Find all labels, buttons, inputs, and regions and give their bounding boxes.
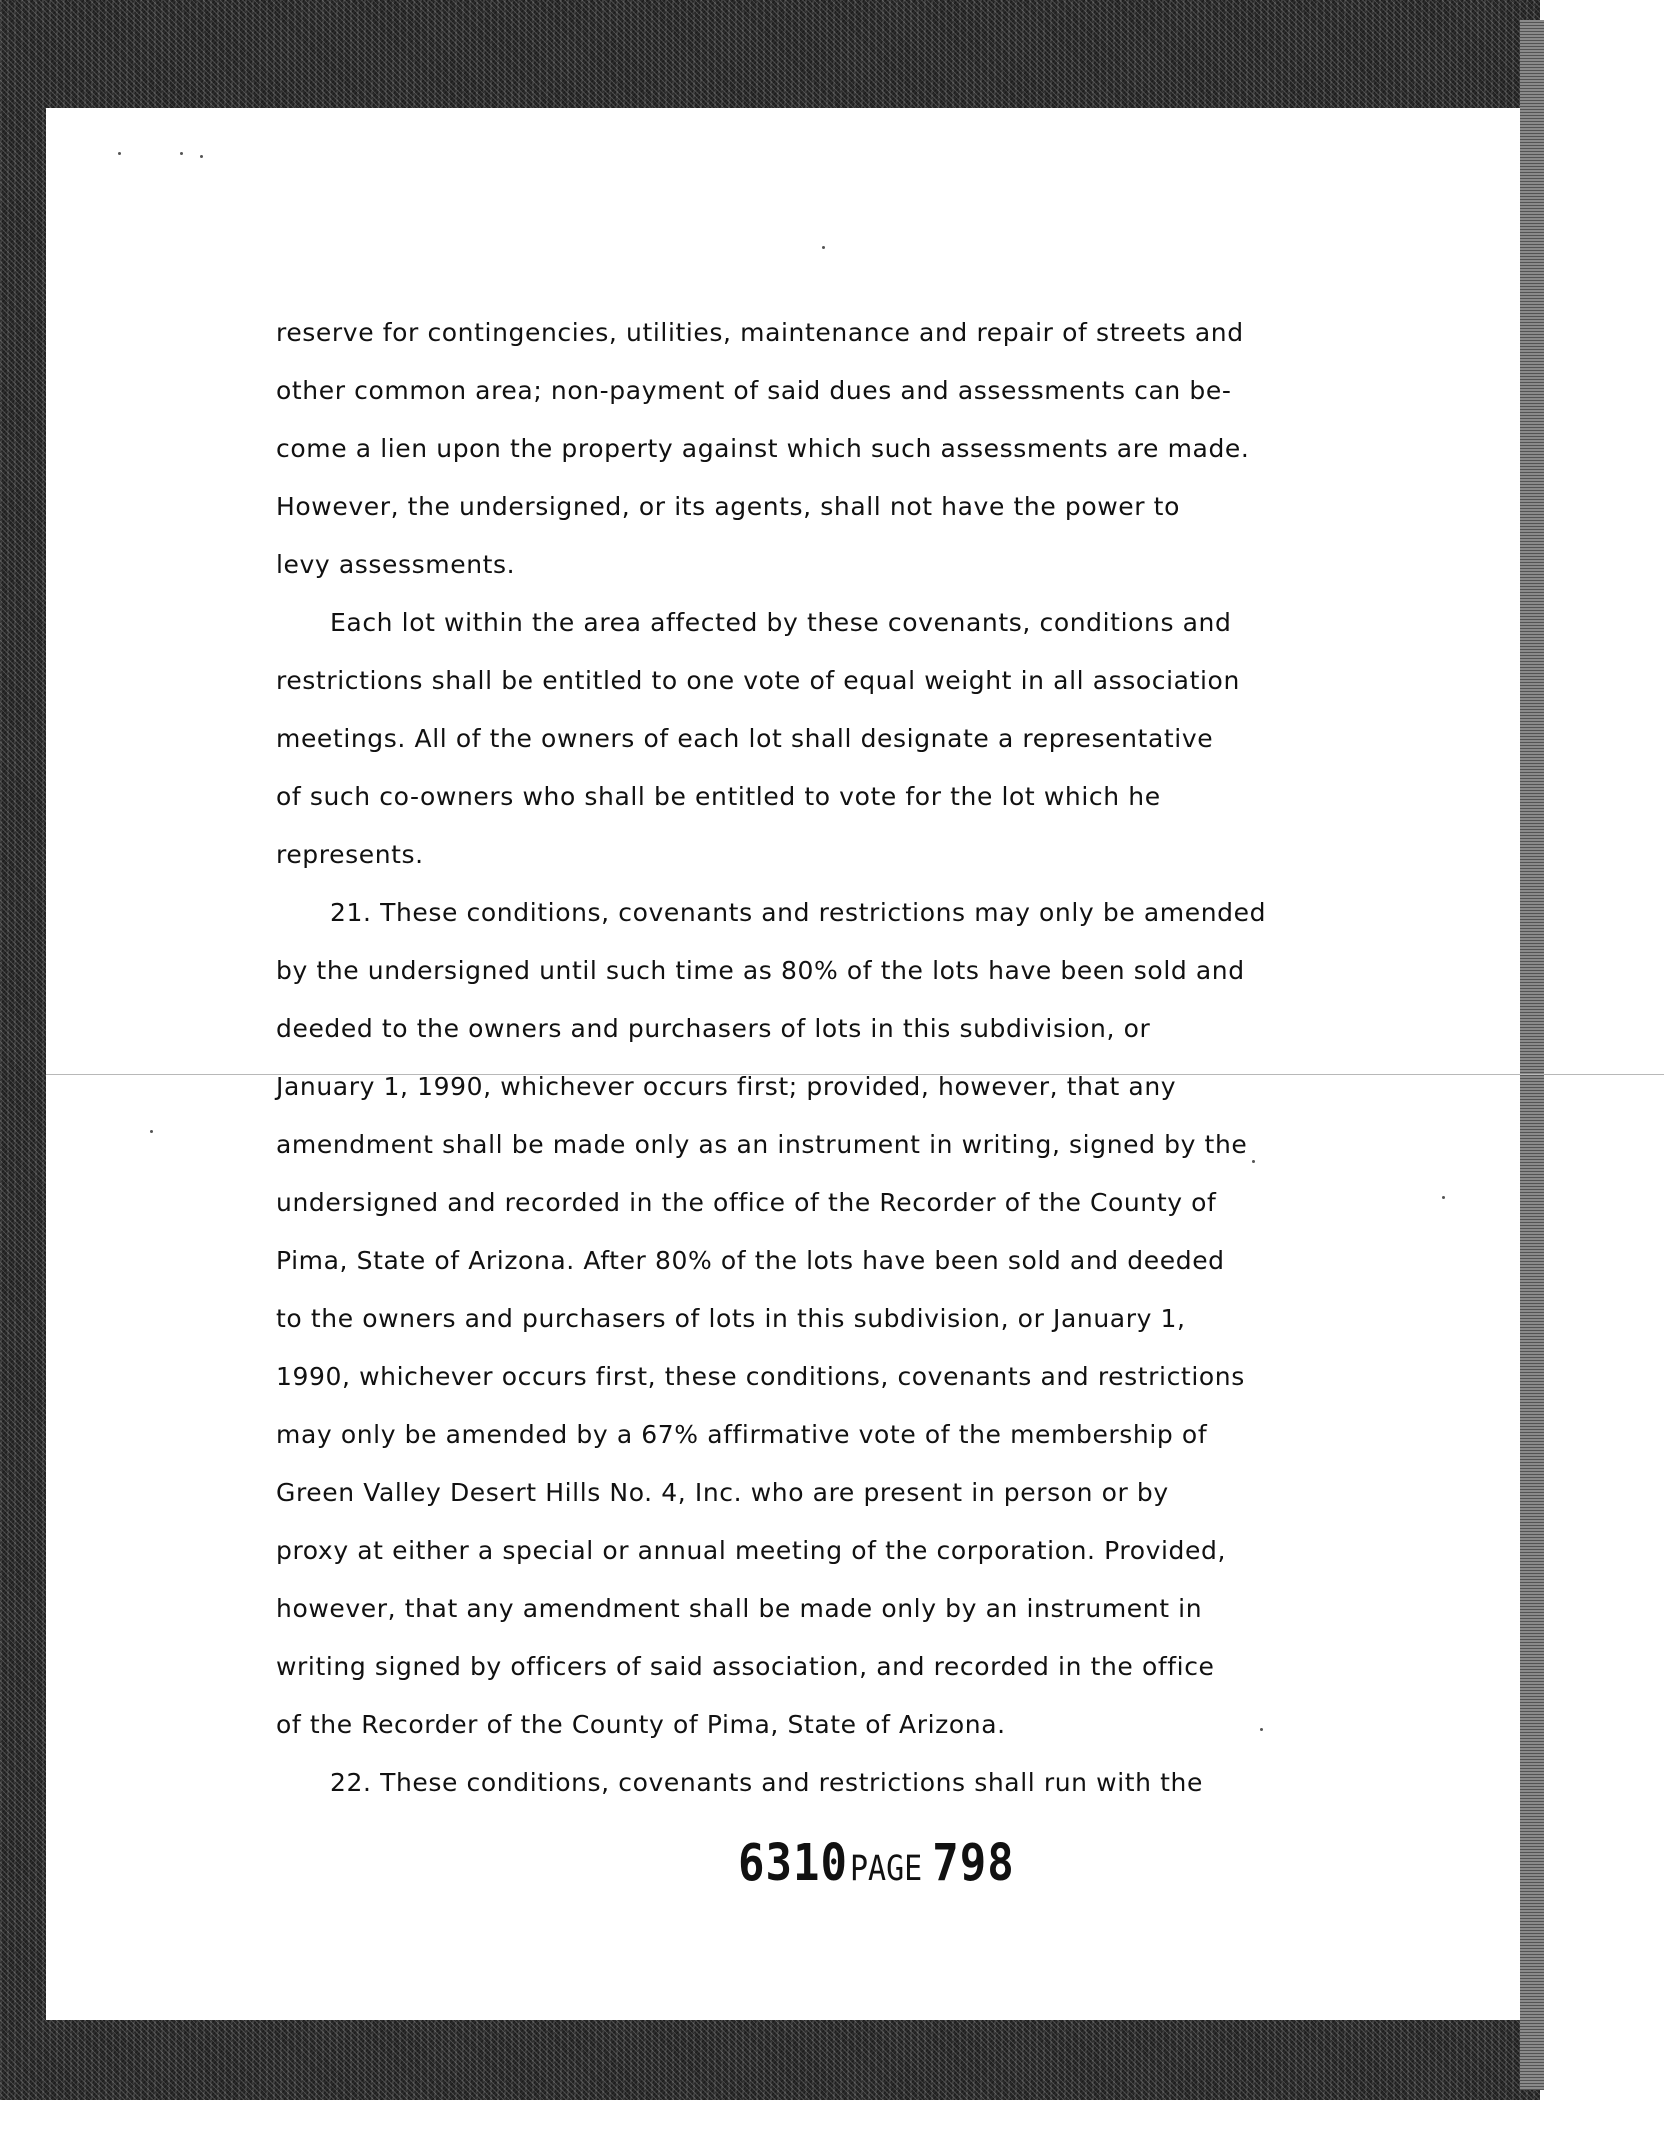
section-22-start-line: 22. These conditions, covenants and restrictions shall run with the bbox=[330, 1768, 1203, 1797]
text-line: Green Valley Desert Hills No. 4, Inc. who are present in person or by bbox=[276, 1478, 1169, 1507]
text-line: writing signed by officers of said association, and recorded in the office bbox=[276, 1652, 1215, 1681]
section-21-start-line: 21. These conditions, covenants and restrictions may only be amended bbox=[330, 898, 1267, 927]
page-word: PAGE bbox=[849, 1849, 923, 1890]
scan-speck bbox=[200, 155, 203, 158]
text-line: to the owners and purchasers of lots in this subdivision, or January 1, bbox=[276, 1304, 1186, 1333]
text-line: meetings. All of the owners of each lot shall designate a representative bbox=[276, 724, 1214, 753]
text-line: may only be amended by a 67% affirmative vote of the membership of bbox=[276, 1420, 1208, 1449]
book-page-stamp bbox=[738, 1834, 1015, 1893]
text-line: amendment shall be made only as an instrument in writing, signed by the bbox=[276, 1130, 1248, 1159]
text-line: of the Recorder of the County of Pima, State of Arizona. bbox=[276, 1710, 1006, 1739]
paragraph-start-line: Each lot within the area affected by these covenants, conditions and bbox=[330, 608, 1232, 637]
text-line: proxy at either a special or annual meeting of the corporation. Provided, bbox=[276, 1536, 1227, 1565]
text-line: 1990, whichever occurs first, these conditions, covenants and restrictions bbox=[276, 1362, 1245, 1391]
text-line: undersigned and recorded in the office of the Recorder of the County of bbox=[276, 1188, 1217, 1217]
text-line: by the undersigned until such time as 80% of the lots have been sold and bbox=[276, 956, 1245, 985]
text-line: January 1, 1990, whichever occurs first; provided, however, that any bbox=[276, 1072, 1177, 1101]
scan-speck bbox=[822, 246, 825, 249]
scan-speck bbox=[118, 152, 121, 155]
text-line: levy assessments. bbox=[276, 550, 516, 579]
text-line: deeded to the owners and purchasers of lots in this subdivision, or bbox=[276, 1014, 1151, 1043]
text-line: However, the undersigned, or its agents, shall not have the power to bbox=[276, 492, 1180, 521]
text-line: come a lien upon the property against which such assessments are made. bbox=[276, 434, 1250, 463]
scan-speck bbox=[180, 152, 183, 155]
book-number: 6310 bbox=[738, 1834, 848, 1893]
page-number: 798 bbox=[932, 1834, 1015, 1893]
scan-speck bbox=[1442, 1196, 1445, 1199]
text-line: represents. bbox=[276, 840, 424, 869]
text-line: Pima, State of Arizona. After 80% of the lots have been sold and deeded bbox=[276, 1246, 1225, 1275]
scan-speck bbox=[150, 1130, 153, 1133]
text-line: restrictions shall be entitled to one vote of equal weight in all association bbox=[276, 666, 1240, 695]
text-line: other common area; non-payment of said dues and assessments can be- bbox=[276, 376, 1232, 405]
text-line: of such co-owners who shall be entitled to vote for the lot which he bbox=[276, 782, 1161, 811]
document-body bbox=[276, 312, 1386, 1820]
text-line: however, that any amendment shall be made only by an instrument in bbox=[276, 1594, 1203, 1623]
text-line: reserve for contingencies, utilities, maintenance and repair of streets and bbox=[276, 318, 1244, 347]
scan-border-edge bbox=[1520, 20, 1544, 2090]
